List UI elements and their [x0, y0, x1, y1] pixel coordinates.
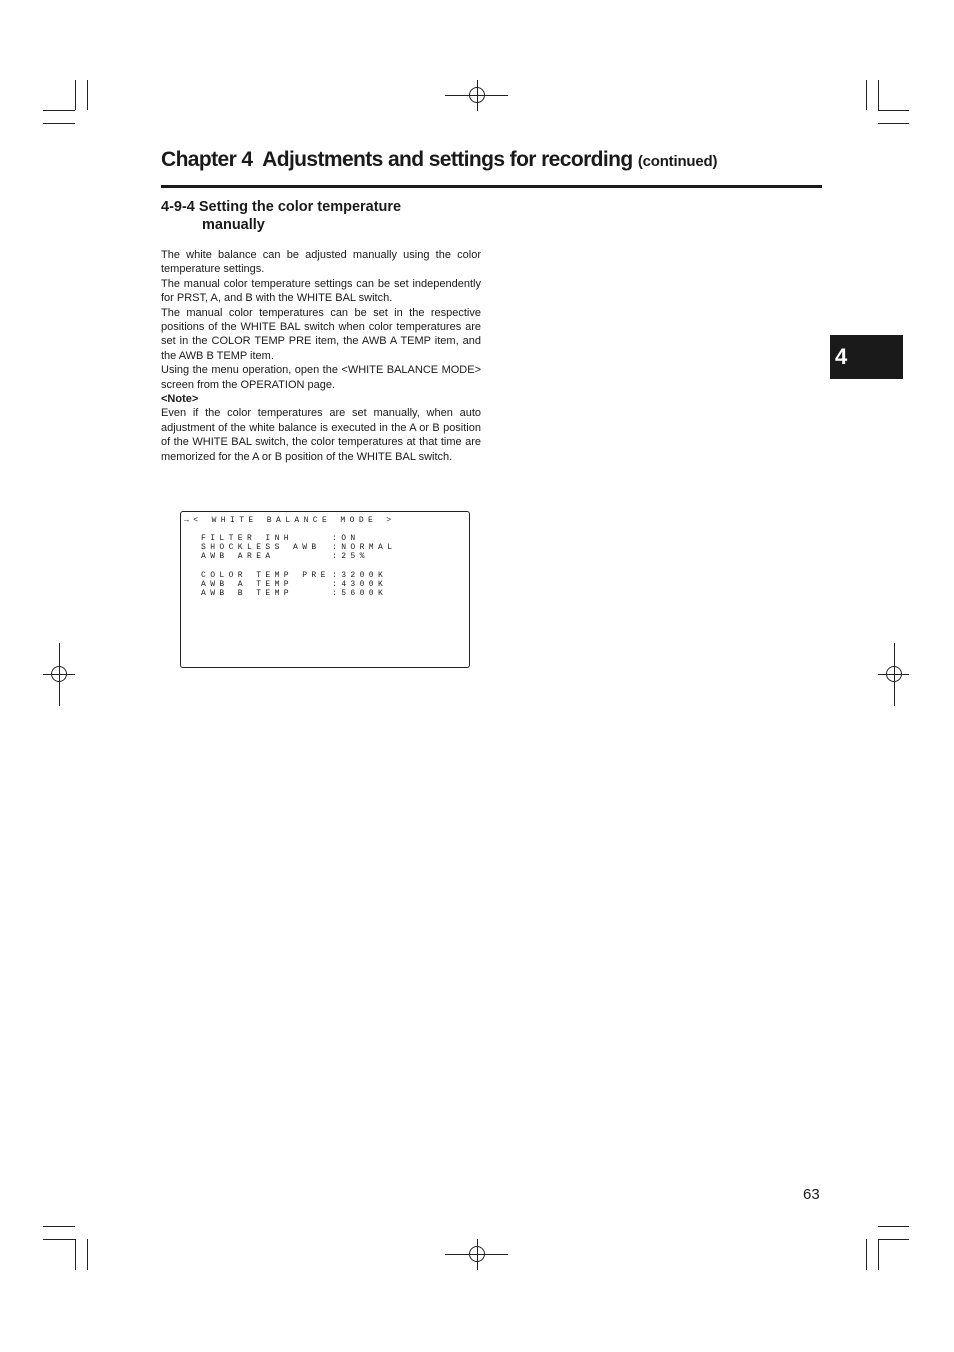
chapter-title	[161, 148, 717, 172]
menu-value: :ON	[332, 534, 360, 543]
section-heading	[161, 198, 481, 234]
note-text: Even if the color temperatures are set manually, when auto adjustment of the white balance is executed in the A or B position of the WHITE BAL switch, the color temperatures at that time are memorized for the A or B position of the WHITE BAL switch.	[161, 407, 481, 463]
page-number: 63	[803, 1186, 820, 1203]
menu-value: :5600K	[332, 589, 388, 598]
menu-label: FILTER INH	[201, 534, 294, 543]
menu-row-awb-area	[201, 552, 369, 561]
section-title-line2: manually	[202, 217, 265, 233]
menu-label: AWB AREA	[201, 552, 275, 561]
paragraph-1: The white balance can be adjusted manually using the color temperature settings.	[161, 249, 481, 276]
paragraph-4: Using the menu operation, open the <WHITE BALANCE MODE> screen from the OPERATION page.	[161, 364, 481, 391]
paragraph-3: The manual color temperatures can be set in the respective positions of the WHITE BAL switch when color temperatures are set in the COLOR TEMP PRE item, the AWB A TEMP item, and the AWB B TEMP item.	[161, 306, 481, 362]
note-label: <Note>	[161, 393, 199, 406]
continued-label: (continued)	[637, 153, 718, 170]
menu-value: :4300K	[332, 580, 388, 589]
menu-label: AWB B TEMP	[201, 589, 294, 598]
paragraph-2: The manual color temperature settings can be set independently for PRST, A, and B with the WHITE BAL switch.	[161, 277, 481, 305]
menu-row-filter-inh	[201, 534, 360, 543]
body-text	[161, 248, 481, 464]
menu-screen	[180, 511, 470, 668]
section-title-line1: Setting the color temperature	[198, 199, 402, 215]
menu-row-awb-a-temp	[201, 580, 388, 589]
menu-title: →< WHITE BALANCE MODE >	[184, 516, 396, 525]
menu-row-shockless-awb	[201, 543, 397, 552]
chapter-tab: 4	[830, 335, 903, 379]
menu-label: COLOR TEMP PRE	[201, 571, 330, 580]
menu-label: SHOCKLESS AWB	[201, 543, 321, 552]
chapter-rule	[161, 185, 822, 188]
menu-value: :25%	[332, 552, 369, 561]
menu-label: AWB A TEMP	[201, 580, 294, 589]
menu-value: :3200K	[332, 571, 388, 580]
menu-row-awb-b-temp	[201, 589, 388, 598]
chapter-title-text: Chapter 4 Adjustments and settings for recording	[161, 148, 633, 171]
section-number: 4-9-4	[161, 199, 195, 215]
menu-row-color-temp-pre	[201, 571, 388, 580]
menu-value: :NORMAL	[332, 543, 397, 552]
